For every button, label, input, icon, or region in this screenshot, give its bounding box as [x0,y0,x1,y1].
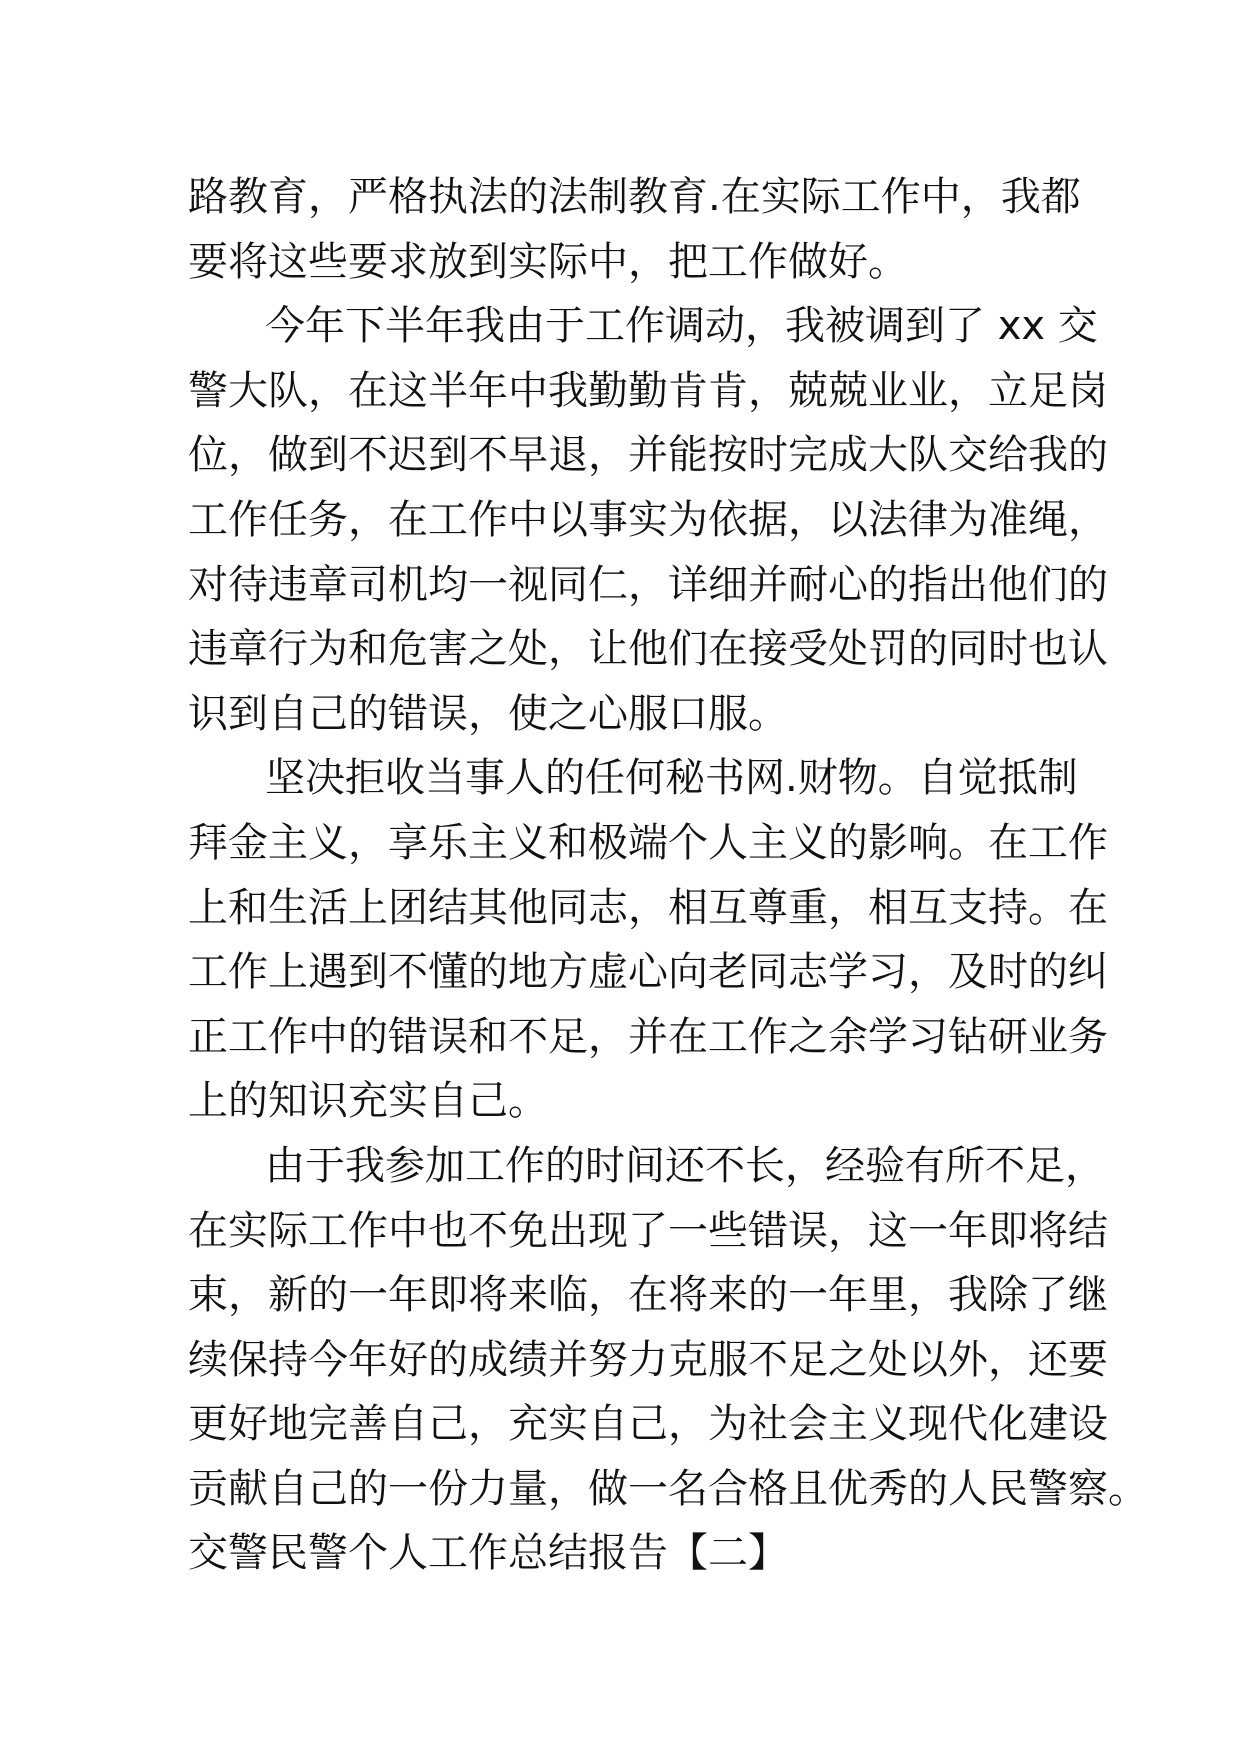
paragraph-first-line: 由于我参加工作的时间还不长，经验有所不足， [265,1142,1105,1189]
text-line: 对待违章司机均一视同仁，详细并耐心的指出他们的 [188,561,1108,608]
text-line: 工作任务，在工作中以事实为依据，以法律为准绳， [188,496,1108,543]
text-line: 警大队，在这半年中我勤勤肯肯，兢兢业业，立足岗 [188,367,1108,414]
paragraph-first-line: 坚决拒收当事人的任何秘书网.财物。自觉抵制 [265,755,1078,802]
text-line: 束，新的一年即将来临，在将来的一年里，我除了继 [188,1272,1108,1319]
text-line: 识到自己的错误，使之心服口服。 [188,690,788,737]
text-line: 续保持今年好的成绩并努力克服不足之处以外，还要 [188,1336,1108,1383]
text-line: 贡献自己的一份力量，做一名合格且优秀的人民警察。 [188,1465,1148,1512]
text-line: 正工作中的错误和不足，并在工作之余学习钻研业务 [188,1013,1108,1060]
text-line: 上和生活上团结其他同志，相互尊重，相互支持。在 [188,884,1108,931]
body-text [188,165,1148,1586]
text-line: 上的知识充实自己。 [188,1078,548,1125]
text-line: 拜金主义，享乐主义和极端个人主义的影响。在工作 [188,819,1108,866]
paragraph-first-line: 今年下半年我由于工作调动，我被调到了 xx 交 [265,303,1098,350]
text-line: 路教育，严格执法的法制教育.在实际工作中，我都 [188,174,1081,220]
section-heading: 交警民警个人工作总结报告【二】 [188,1530,788,1577]
text-line: 在实际工作中也不免出现了一些错误，这一年即将结 [188,1207,1108,1254]
text-line: 工作上遇到不懂的地方虚心向老同志学习，及时的纠 [188,949,1108,996]
text-line: 位，做到不迟到不早退，并能按时完成大队交给我的 [188,432,1108,479]
text-line: 违章行为和危害之处，让他们在接受处罚的同时也认 [188,626,1108,673]
text-line: 更好地完善自己，充实自己，为社会主义现代化建设 [188,1401,1108,1448]
text-line: 要将这些要求放到实际中，把工作做好。 [188,238,908,285]
